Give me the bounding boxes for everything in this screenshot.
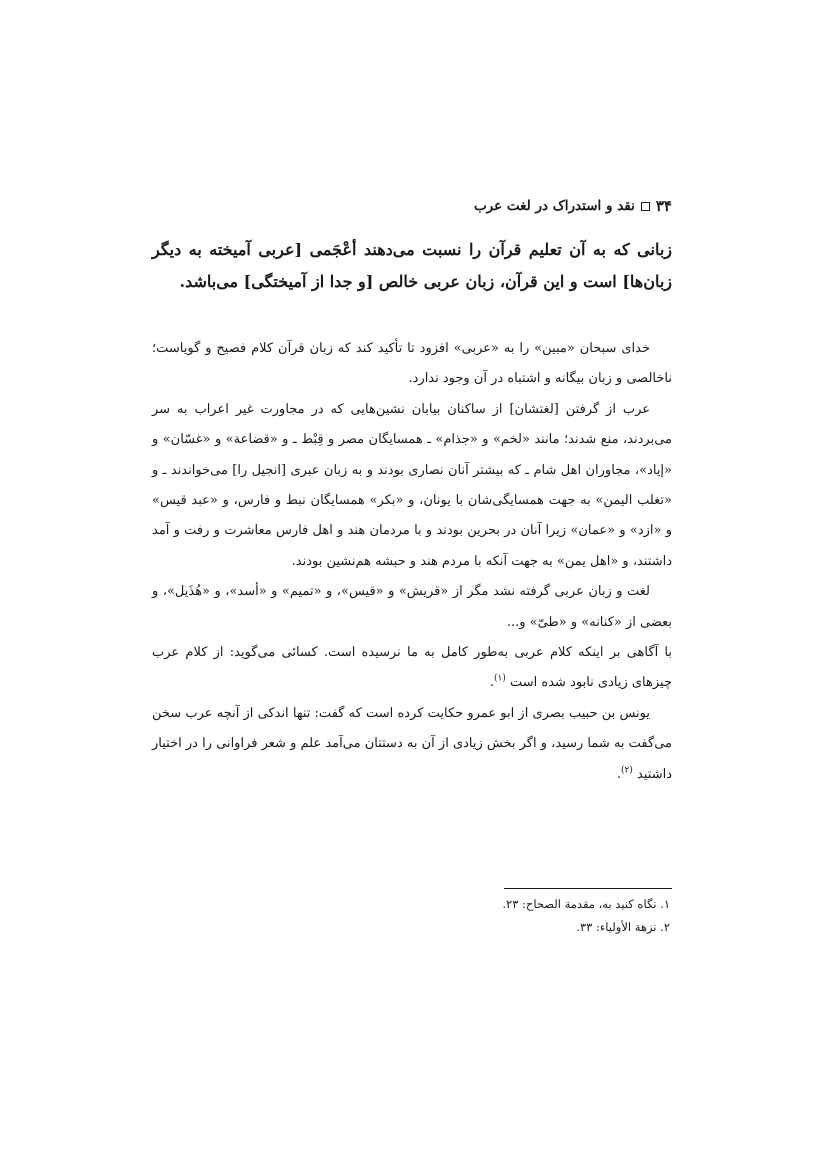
paragraph-4-text: با آگاهی بر اینکه کلام عربی به‌طور کامل به ما نرسیده است. کسائی می‌گوید: از کلام عرب چیزهای زیادی نابود شده است — [152, 645, 672, 691]
footnote-divider — [504, 888, 672, 889]
paragraph-2: عرب از گرفتن [لغتشان] از ساکنان بیابان نشین‌هایی که در مجاورت غیر اعراب به سر می‌بردند، منع شدند؛ مانند «لخم» و «جذام» ـ همسایگان مصر و قِبْط ـ و «قضاعة» و «غسّان» و «إیاد»، مجاوران اهل شام ـ که بیشتر آنان نصاری بودند و به زبان عبری [انجیل را] می‌خواندند ـ و «تغلب الیمن» به جهت همسایگی‌شان با یونان، و «بکر» همسایگان نبط و فارس، و «عبد قیس» و «ازد» و «عمان» زیرا آنان در بحرین بودند و با مردمان هند و اهل فارس معاشرت و رفت و آمد داشتند، و «اهل یمن» به جهت آنکه با مردم هند و حبشه هم‌نشین بودند. — [152, 401, 672, 569]
quran-translation-quote — [152, 234, 672, 298]
paragraph-4-end: . — [489, 675, 494, 691]
square-icon — [641, 202, 650, 211]
paragraph-5 — [152, 699, 672, 790]
paragraph-5-end: . — [616, 766, 622, 782]
book-page — [152, 0, 674, 1169]
running-header — [474, 197, 672, 215]
footnote-ref-1[interactable]: (۱) — [494, 674, 506, 685]
paragraph-4 — [152, 638, 672, 699]
running-title: نقد و استدراک در لغت عرب — [473, 198, 635, 214]
paragraph-3: لغت و زبان عربی گرفته نشد مگر از «قریش» و «قیس»، و «تمیم» و «أسد»، و «هُذَیل»، و بعضی از «کنانه» و «طیّ» و... — [152, 584, 672, 630]
quote-text: زبانی که به آن تعلیم قرآن را نسبت می‌دهند أعْجَمی [عربی آمیخته به دیگر زبان‌ها] است و این قرآن، زبان عربی خالص [و جدا از آمیختگی] می‌باشد. — [152, 240, 672, 291]
paragraph-1: خدای سبحان «مبین» را به «عربی» افزود تا تأکید کند که زبان قرآن کلام فصیح و گویاست؛ ناخالصی و زبان بیگانه و اشتباه در آن وجود ندارد. — [152, 341, 672, 387]
page-number: ۳۴ — [655, 197, 672, 215]
body-text — [152, 334, 672, 790]
footnotes — [502, 893, 670, 939]
footnote-1: ۱. نگاه کنید به، مقدمة الصحاح: ۲۳. — [502, 897, 670, 911]
footnote-ref-2[interactable]: (۲) — [621, 765, 633, 776]
footnote-2: ۲. نزهة الأولیاء: ۳۳. — [576, 920, 670, 934]
paragraph-5-text: یونس بن حبیب بصری از ابو عمرو حکایت کرده است که گفت: تنها اندکی از آنچه عرب سخن می‌گفت به شما رسید، و اگر بخش زیادی از آن به دستتان می‌آمد علم و شعر فراوانی را در اختیار داشتید — [152, 705, 672, 782]
